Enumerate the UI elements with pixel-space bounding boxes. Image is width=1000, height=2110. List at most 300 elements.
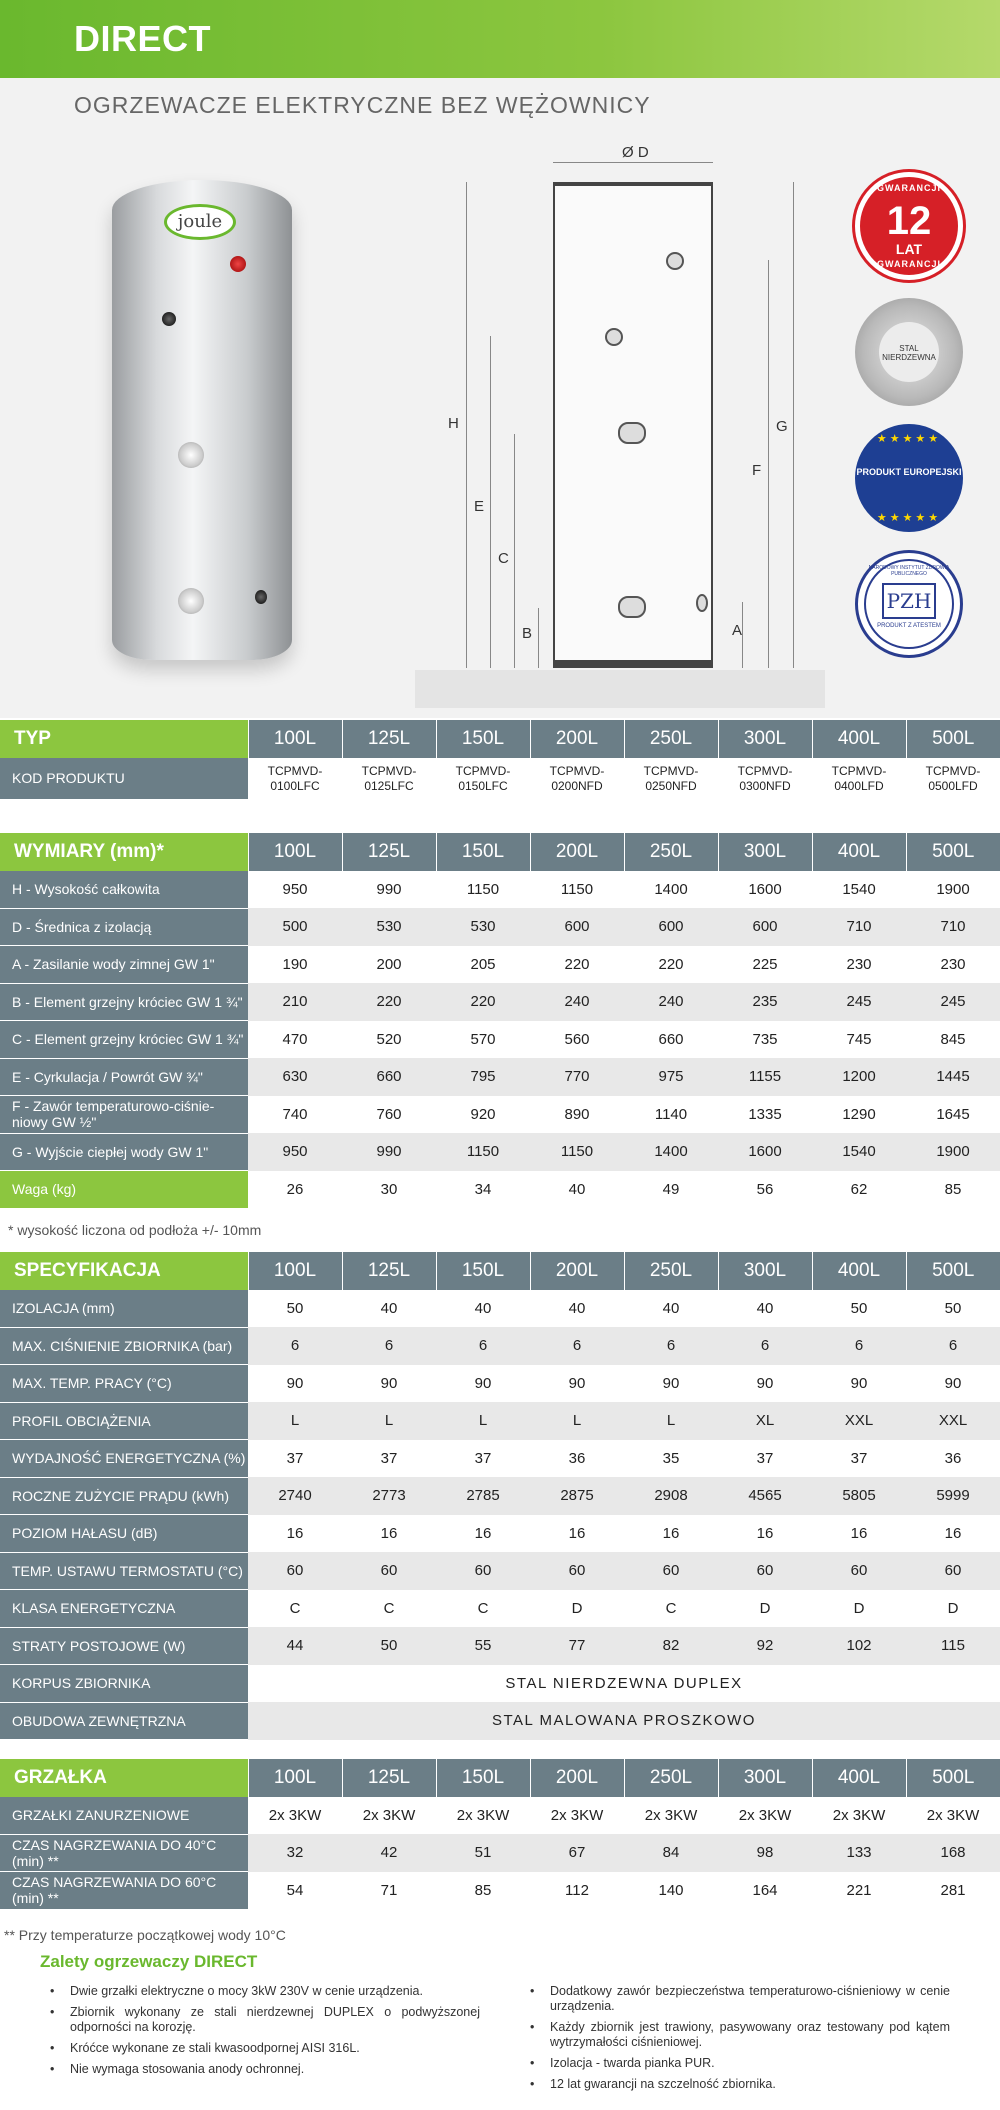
table-cell: 50 bbox=[248, 1290, 342, 1328]
table-cell: D bbox=[718, 1590, 812, 1628]
table-cell: 30 bbox=[342, 1171, 436, 1209]
cap-header: 125L bbox=[342, 1759, 436, 1797]
product-code: TCPMVD-0300NFD bbox=[718, 758, 812, 800]
table-cell: 500 bbox=[248, 908, 342, 946]
table-cell: 115 bbox=[906, 1627, 1000, 1665]
table-cell: XXL bbox=[906, 1402, 1000, 1440]
table-cell: 2875 bbox=[530, 1477, 624, 1515]
warranty-badge bbox=[855, 172, 963, 280]
row-label: WYDAJNOŚĆ ENERGETYCZNA (%) bbox=[0, 1440, 248, 1478]
advantage-item: • Każdy zbiornik jest trawiony, pasywowany oraz testowany pod kątem wytrzymałości ciśnieniowej. bbox=[520, 2020, 950, 2050]
cap-header: 500L bbox=[906, 833, 1000, 871]
cap-header: 250L bbox=[624, 1759, 718, 1797]
table-cell: 6 bbox=[812, 1327, 906, 1365]
table-cell: 235 bbox=[718, 983, 812, 1021]
table-cell: 60 bbox=[624, 1552, 718, 1590]
row-label: C - Element grzejny króciec GW 1 ¾" bbox=[0, 1021, 248, 1059]
pzh-ring-text: NARODOWY INSTYTUT ZDROWIA PUBLICZNEGO bbox=[868, 565, 950, 577]
table-cell: 40 bbox=[718, 1290, 812, 1328]
cap-header: 200L bbox=[530, 720, 624, 758]
cap-header: 300L bbox=[718, 1759, 812, 1797]
table-cell: 90 bbox=[342, 1365, 436, 1403]
cap-header: 300L bbox=[718, 1252, 812, 1290]
table-cell: 85 bbox=[906, 1171, 1000, 1209]
table-cell: 735 bbox=[718, 1021, 812, 1059]
heater-port-icon bbox=[178, 442, 204, 468]
table-cell: 55 bbox=[436, 1627, 530, 1665]
table-cell: 530 bbox=[436, 908, 530, 946]
table-cell: 6 bbox=[624, 1327, 718, 1365]
cap-header: 400L bbox=[812, 720, 906, 758]
cap-header: 150L bbox=[436, 833, 530, 871]
table-cell: 1900 bbox=[906, 871, 1000, 909]
heater-note: ** Przy temperaturze początkowej wody 10°C bbox=[4, 1927, 286, 1943]
advantage-item: • Izolacja - twarda pianka PUR. bbox=[520, 2056, 950, 2071]
table-cell: 470 bbox=[248, 1021, 342, 1059]
table-cell: 36 bbox=[530, 1440, 624, 1478]
table-cell: 2x 3KW bbox=[812, 1797, 906, 1835]
cap-header: 125L bbox=[342, 833, 436, 871]
table-cell: 745 bbox=[812, 1021, 906, 1059]
table-cell: 660 bbox=[624, 1021, 718, 1059]
cap-header: 250L bbox=[624, 1252, 718, 1290]
row-label: PROFIL OBCIĄŻENIA bbox=[0, 1402, 248, 1440]
row-label: GRZAŁKI ZANURZENIOWE bbox=[0, 1797, 248, 1835]
table-cell: 60 bbox=[436, 1552, 530, 1590]
table-cell: 84 bbox=[624, 1834, 718, 1872]
table-cell: 102 bbox=[812, 1627, 906, 1665]
page-title: DIRECT bbox=[74, 18, 211, 59]
table-cell: 1600 bbox=[718, 871, 812, 909]
warranty-top-text: GWARANCJI bbox=[876, 183, 941, 193]
cap-header: 400L bbox=[812, 1759, 906, 1797]
table-cell: 16 bbox=[624, 1515, 718, 1553]
dim-b bbox=[538, 608, 539, 668]
dim-label-c: C bbox=[498, 550, 509, 567]
table-cell: L bbox=[342, 1402, 436, 1440]
dim-a bbox=[742, 602, 743, 668]
table-cell: 6 bbox=[248, 1327, 342, 1365]
cap-header: 400L bbox=[812, 833, 906, 871]
table-cell: 90 bbox=[906, 1365, 1000, 1403]
cap-header: 500L bbox=[906, 1252, 1000, 1290]
table-cell: 2785 bbox=[436, 1477, 530, 1515]
section-title: SPECYFIKACJA bbox=[0, 1252, 248, 1290]
table-cell: 2x 3KW bbox=[530, 1797, 624, 1835]
dimensions-note: * wysokość liczona od podłoża +/- 10mm bbox=[8, 1222, 262, 1238]
dim-g bbox=[793, 182, 794, 668]
table-cell: 220 bbox=[530, 946, 624, 984]
eu-product-badge bbox=[855, 424, 963, 532]
advantage-item: • 12 lat gwarancji na szczelność zbiornika. bbox=[520, 2077, 950, 2092]
table-cell: 6 bbox=[718, 1327, 812, 1365]
dim-h bbox=[466, 182, 467, 668]
product-code: TCPMVD-0500LFD bbox=[906, 758, 1000, 800]
table-cell: 1445 bbox=[906, 1058, 1000, 1096]
table-cell: 133 bbox=[812, 1834, 906, 1872]
table-cell: 2908 bbox=[624, 1477, 718, 1515]
table-cell: 42 bbox=[342, 1834, 436, 1872]
dimensions-table bbox=[0, 833, 1000, 1209]
table-cell: 60 bbox=[718, 1552, 812, 1590]
circulation-icon bbox=[605, 328, 623, 346]
table-cell: 16 bbox=[530, 1515, 624, 1553]
table-cell: 600 bbox=[530, 908, 624, 946]
table-cell: 1645 bbox=[906, 1096, 1000, 1134]
table-cell: 34 bbox=[436, 1171, 530, 1209]
table-cell: 281 bbox=[906, 1872, 1000, 1910]
table-cell: 6 bbox=[530, 1327, 624, 1365]
cap-header: 200L bbox=[530, 833, 624, 871]
table-cell: 245 bbox=[812, 983, 906, 1021]
table-cell: 795 bbox=[436, 1058, 530, 1096]
table-cell: 4565 bbox=[718, 1477, 812, 1515]
table-cell: 190 bbox=[248, 946, 342, 984]
table-cell: 1600 bbox=[718, 1133, 812, 1171]
dim-label-g: G bbox=[776, 418, 788, 435]
cap-header: 200L bbox=[530, 1252, 624, 1290]
table-cell: 2x 3KW bbox=[906, 1797, 1000, 1835]
table-cell: 90 bbox=[530, 1365, 624, 1403]
table-cell: 1400 bbox=[624, 1133, 718, 1171]
stainless-steel-badge bbox=[855, 298, 963, 406]
table-cell: 770 bbox=[530, 1058, 624, 1096]
table-cell: 51 bbox=[436, 1834, 530, 1872]
table-cell: 16 bbox=[812, 1515, 906, 1553]
product-code: TCPMVD-0100LFC bbox=[248, 758, 342, 800]
table-cell: 240 bbox=[624, 983, 718, 1021]
table-cell: 2x 3KW bbox=[718, 1797, 812, 1835]
table-cell: 740 bbox=[248, 1096, 342, 1134]
cap-header: 300L bbox=[718, 720, 812, 758]
table-cell: 950 bbox=[248, 871, 342, 909]
table-cell: 205 bbox=[436, 946, 530, 984]
table-cell: 77 bbox=[530, 1627, 624, 1665]
table-cell: 50 bbox=[342, 1627, 436, 1665]
section-title: GRZAŁKA bbox=[0, 1759, 248, 1797]
table-cell: 221 bbox=[812, 1872, 906, 1910]
table-cell: 90 bbox=[812, 1365, 906, 1403]
table-cell: 40 bbox=[436, 1290, 530, 1328]
table-cell: 16 bbox=[436, 1515, 530, 1553]
cap-header: 100L bbox=[248, 720, 342, 758]
table-cell: 168 bbox=[906, 1834, 1000, 1872]
row-label: B - Element grzejny króciec GW 1 ¾" bbox=[0, 983, 248, 1021]
table-cell: L bbox=[248, 1402, 342, 1440]
table-cell: 56 bbox=[718, 1171, 812, 1209]
row-label: KLASA ENERGETYCZNA bbox=[0, 1590, 248, 1628]
table-cell: 90 bbox=[248, 1365, 342, 1403]
table-cell: 1335 bbox=[718, 1096, 812, 1134]
warranty-unit: LAT bbox=[895, 241, 923, 257]
dim-c bbox=[514, 434, 515, 668]
section-title: WYMIARY (mm)* bbox=[0, 833, 248, 871]
table-cell: 60 bbox=[812, 1552, 906, 1590]
table-cell: 6 bbox=[342, 1327, 436, 1365]
cap-header: 100L bbox=[248, 1252, 342, 1290]
table-cell: 760 bbox=[342, 1096, 436, 1134]
table-cell: C bbox=[248, 1590, 342, 1628]
advantage-item: • Dwie grzałki elektryczne o mocy 3kW 230V w cenie urządzenia. bbox=[40, 1984, 480, 1999]
row-label: A - Zasilanie wody zimnej GW 1" bbox=[0, 946, 248, 984]
table-cell: L bbox=[436, 1402, 530, 1440]
cap-header: 150L bbox=[436, 1252, 530, 1290]
cap-header: 500L bbox=[906, 720, 1000, 758]
pzh-mark: PZH bbox=[882, 583, 936, 619]
table-cell: 660 bbox=[342, 1058, 436, 1096]
table-cell: 16 bbox=[718, 1515, 812, 1553]
table-cell: 164 bbox=[718, 1872, 812, 1910]
cap-header: 500L bbox=[906, 1759, 1000, 1797]
table-cell: 630 bbox=[248, 1058, 342, 1096]
row-label: H - Wysokość całkowita bbox=[0, 871, 248, 909]
table-cell: 210 bbox=[248, 983, 342, 1021]
table-cell: 36 bbox=[906, 1440, 1000, 1478]
row-label: IZOLACJA (mm) bbox=[0, 1290, 248, 1328]
dim-e bbox=[490, 336, 491, 668]
table-cell: 60 bbox=[248, 1552, 342, 1590]
table-cell: 67 bbox=[530, 1834, 624, 1872]
dim-label-a: A bbox=[732, 622, 743, 639]
steel-badge-text: STAL NIERDZEWNA bbox=[879, 322, 939, 382]
table-cell: 62 bbox=[812, 1171, 906, 1209]
cap-header: 125L bbox=[342, 720, 436, 758]
table-cell: 35 bbox=[624, 1440, 718, 1478]
table-cell: 112 bbox=[530, 1872, 624, 1910]
diameter-line bbox=[553, 162, 713, 163]
dim-label-f: F bbox=[752, 462, 762, 479]
row-label: OBUDOWA ZEWNĘTRZNA bbox=[0, 1702, 248, 1740]
table-cell: 5999 bbox=[906, 1477, 1000, 1515]
specification-table bbox=[0, 1252, 1000, 1740]
port-icon bbox=[255, 590, 267, 604]
table-cell: 16 bbox=[906, 1515, 1000, 1553]
table-cell: 220 bbox=[436, 983, 530, 1021]
table-cell: 890 bbox=[530, 1096, 624, 1134]
dim-label-e: E bbox=[474, 498, 485, 515]
row-label: Waga (kg) bbox=[0, 1171, 248, 1209]
table-cell: 40 bbox=[530, 1290, 624, 1328]
cap-header: 150L bbox=[436, 1759, 530, 1797]
row-label: MAX. TEMP. PRACY (°C) bbox=[0, 1365, 248, 1403]
heater-icon bbox=[618, 596, 646, 618]
table-cell: 520 bbox=[342, 1021, 436, 1059]
table-cell: 85 bbox=[436, 1872, 530, 1910]
cold-inlet-icon bbox=[696, 594, 708, 612]
advantage-item: • Nie wymaga stosowania anody ochronnej. bbox=[40, 2062, 480, 2077]
product-code: TCPMVD-0125LFC bbox=[342, 758, 436, 800]
pzh-small-text: PRODUKT Z ATESTEM bbox=[877, 623, 941, 629]
table-cell: 44 bbox=[248, 1627, 342, 1665]
product-code: TCPMVD-0400LFD bbox=[812, 758, 906, 800]
table-cell: 220 bbox=[342, 983, 436, 1021]
row-label: D - Średnica z izolacją bbox=[0, 908, 248, 946]
table-cell: 1900 bbox=[906, 1133, 1000, 1171]
table-cell: 37 bbox=[718, 1440, 812, 1478]
table-cell: 1150 bbox=[436, 871, 530, 909]
table-cell: C bbox=[624, 1590, 718, 1628]
table-cell: 26 bbox=[248, 1171, 342, 1209]
table-cell: 230 bbox=[812, 946, 906, 984]
table-cell: 200 bbox=[342, 946, 436, 984]
table-cell: C bbox=[342, 1590, 436, 1628]
table-cell: 1150 bbox=[530, 1133, 624, 1171]
table-cell: D bbox=[812, 1590, 906, 1628]
eu-badge-text: PRODUKT EUROPEJSKI bbox=[856, 467, 962, 477]
table-cell-span: STAL NIERDZEWNA DUPLEX bbox=[248, 1665, 1000, 1703]
table-cell: D bbox=[530, 1590, 624, 1628]
table-cell: L bbox=[624, 1402, 718, 1440]
header-bar bbox=[0, 0, 1000, 78]
row-label: STRATY POSTOJOWE (W) bbox=[0, 1627, 248, 1665]
table-cell: 1150 bbox=[530, 871, 624, 909]
table-cell-span: STAL MALOWANA PROSZKOWO bbox=[248, 1702, 1000, 1740]
table-cell: 60 bbox=[530, 1552, 624, 1590]
table-cell: 60 bbox=[906, 1552, 1000, 1590]
table-cell: 245 bbox=[906, 983, 1000, 1021]
cap-header: 200L bbox=[530, 1759, 624, 1797]
product-image bbox=[112, 180, 292, 660]
table-cell: 1150 bbox=[436, 1133, 530, 1171]
table-cell: 49 bbox=[624, 1171, 718, 1209]
table-cell: 16 bbox=[248, 1515, 342, 1553]
dim-f bbox=[768, 260, 769, 668]
page-subtitle: OGRZEWACZE ELEKTRYCZNE BEZ WĘŻOWNICY bbox=[74, 92, 651, 118]
table-cell: 40 bbox=[624, 1290, 718, 1328]
cap-header: 250L bbox=[624, 720, 718, 758]
cap-header: 100L bbox=[248, 833, 342, 871]
row-label: POZIOM HAŁASU (dB) bbox=[0, 1515, 248, 1553]
dim-label-d: Ø D bbox=[622, 144, 649, 161]
row-label: TEMP. USTAWU TERMOSTATU (°C) bbox=[0, 1552, 248, 1590]
eu-stars-icon: ★★★★★ bbox=[876, 512, 942, 524]
row-label: CZAS NAGRZEWANIA DO 40°C (min) ** bbox=[0, 1834, 248, 1872]
table-cell: 90 bbox=[436, 1365, 530, 1403]
table-cell: 37 bbox=[812, 1440, 906, 1478]
table-cell: 990 bbox=[342, 1133, 436, 1171]
cap-header: 150L bbox=[436, 720, 530, 758]
table-cell: 16 bbox=[342, 1515, 436, 1553]
table-cell: 37 bbox=[342, 1440, 436, 1478]
table-cell: 40 bbox=[530, 1171, 624, 1209]
advantages-title: Zalety ogrzewaczy DIRECT bbox=[40, 1952, 258, 1971]
table-cell: 71 bbox=[342, 1872, 436, 1910]
table-cell: 6 bbox=[436, 1327, 530, 1365]
row-label: KORPUS ZBIORNIKA bbox=[0, 1665, 248, 1703]
warranty-bottom-text: GWARANCJI bbox=[876, 259, 941, 269]
row-label: ROCZNE ZUŻYCIE PRĄDU (kWh) bbox=[0, 1477, 248, 1515]
dimension-diagram bbox=[410, 140, 830, 710]
type-title: TYP bbox=[0, 720, 248, 758]
hot-outlet-icon bbox=[666, 252, 684, 270]
table-cell: 60 bbox=[342, 1552, 436, 1590]
row-label: CZAS NAGRZEWANIA DO 60°C (min) ** bbox=[0, 1872, 248, 1910]
table-cell: 240 bbox=[530, 983, 624, 1021]
table-cell: 845 bbox=[906, 1021, 1000, 1059]
advantages-list-left bbox=[40, 1984, 480, 2083]
table-cell: 2773 bbox=[342, 1477, 436, 1515]
valve-icon bbox=[230, 256, 246, 272]
table-cell: XXL bbox=[812, 1402, 906, 1440]
table-cell: 2740 bbox=[248, 1477, 342, 1515]
table-cell: 220 bbox=[624, 946, 718, 984]
table-cell: 570 bbox=[436, 1021, 530, 1059]
table-cell: 975 bbox=[624, 1058, 718, 1096]
advantage-item: • Króćce wykonane ze stali kwasoodpornej AISI 316L. bbox=[40, 2041, 480, 2056]
table-cell: 82 bbox=[624, 1627, 718, 1665]
table-cell: 2x 3KW bbox=[342, 1797, 436, 1835]
port-icon bbox=[162, 312, 176, 326]
table-cell: D bbox=[906, 1590, 1000, 1628]
table-cell: 50 bbox=[906, 1290, 1000, 1328]
table-cell: 600 bbox=[718, 908, 812, 946]
table-cell: 920 bbox=[436, 1096, 530, 1134]
table-cell: 710 bbox=[812, 908, 906, 946]
row-label: F - Zawór temperaturowo-ciśnie-niowy GW ½" bbox=[0, 1096, 248, 1134]
row-label: G - Wyjście ciepłej wody GW 1" bbox=[0, 1133, 248, 1171]
table-cell: 2x 3KW bbox=[436, 1797, 530, 1835]
heater-table bbox=[0, 1759, 1000, 1910]
table-cell: 40 bbox=[342, 1290, 436, 1328]
table-cell: 92 bbox=[718, 1627, 812, 1665]
table-cell: 90 bbox=[718, 1365, 812, 1403]
table-cell: 6 bbox=[906, 1327, 1000, 1365]
table-cell: 1540 bbox=[812, 871, 906, 909]
product-code: TCPMVD-0150LFC bbox=[436, 758, 530, 800]
table-cell: 1540 bbox=[812, 1133, 906, 1171]
table-cell: 37 bbox=[248, 1440, 342, 1478]
table-cell: 600 bbox=[624, 908, 718, 946]
table-cell: 990 bbox=[342, 871, 436, 909]
advantage-item: • Dodatkowy zawór bezpieczeństwa temperaturowo-ciśnieniowy w cenie urządzenia. bbox=[520, 1984, 950, 2014]
table-cell: 1155 bbox=[718, 1058, 812, 1096]
dim-label-h: H bbox=[448, 415, 459, 432]
table-cell: 710 bbox=[906, 908, 1000, 946]
row-label: MAX. CIŚNIENIE ZBIORNIKA (bar) bbox=[0, 1327, 248, 1365]
advantage-item: • Zbiornik wykonany ze stali nierdzewnej DUPLEX o podwyższonej odporności na korozję. bbox=[40, 2005, 480, 2035]
cap-header: 100L bbox=[248, 1759, 342, 1797]
warranty-years: 12 bbox=[886, 199, 932, 243]
table-cell: 1140 bbox=[624, 1096, 718, 1134]
table-cell: 560 bbox=[530, 1021, 624, 1059]
table-cell: 950 bbox=[248, 1133, 342, 1171]
table-cell: 32 bbox=[248, 1834, 342, 1872]
heater-port-icon bbox=[178, 588, 204, 614]
table-cell: 37 bbox=[436, 1440, 530, 1478]
floor-shadow bbox=[415, 670, 825, 708]
cap-header: 250L bbox=[624, 833, 718, 871]
table-cell: 140 bbox=[624, 1872, 718, 1910]
pzh-badge bbox=[855, 550, 963, 658]
table-cell: C bbox=[436, 1590, 530, 1628]
joule-logo: joule bbox=[164, 204, 236, 240]
table-cell: 2x 3KW bbox=[248, 1797, 342, 1835]
advantages-list-right bbox=[520, 1984, 950, 2098]
table-cell: 90 bbox=[624, 1365, 718, 1403]
eu-stars-icon: ★★★★★ bbox=[876, 433, 942, 445]
table-cell: XL bbox=[718, 1402, 812, 1440]
table-cell: 530 bbox=[342, 908, 436, 946]
type-table bbox=[0, 720, 1000, 800]
table-cell: 50 bbox=[812, 1290, 906, 1328]
table-cell: 1400 bbox=[624, 871, 718, 909]
row-label: KOD PRODUKTU bbox=[0, 758, 248, 800]
table-cell: 230 bbox=[906, 946, 1000, 984]
cap-header: 400L bbox=[812, 1252, 906, 1290]
table-cell: 5805 bbox=[812, 1477, 906, 1515]
table-cell: 2x 3KW bbox=[624, 1797, 718, 1835]
heater-icon bbox=[618, 422, 646, 444]
